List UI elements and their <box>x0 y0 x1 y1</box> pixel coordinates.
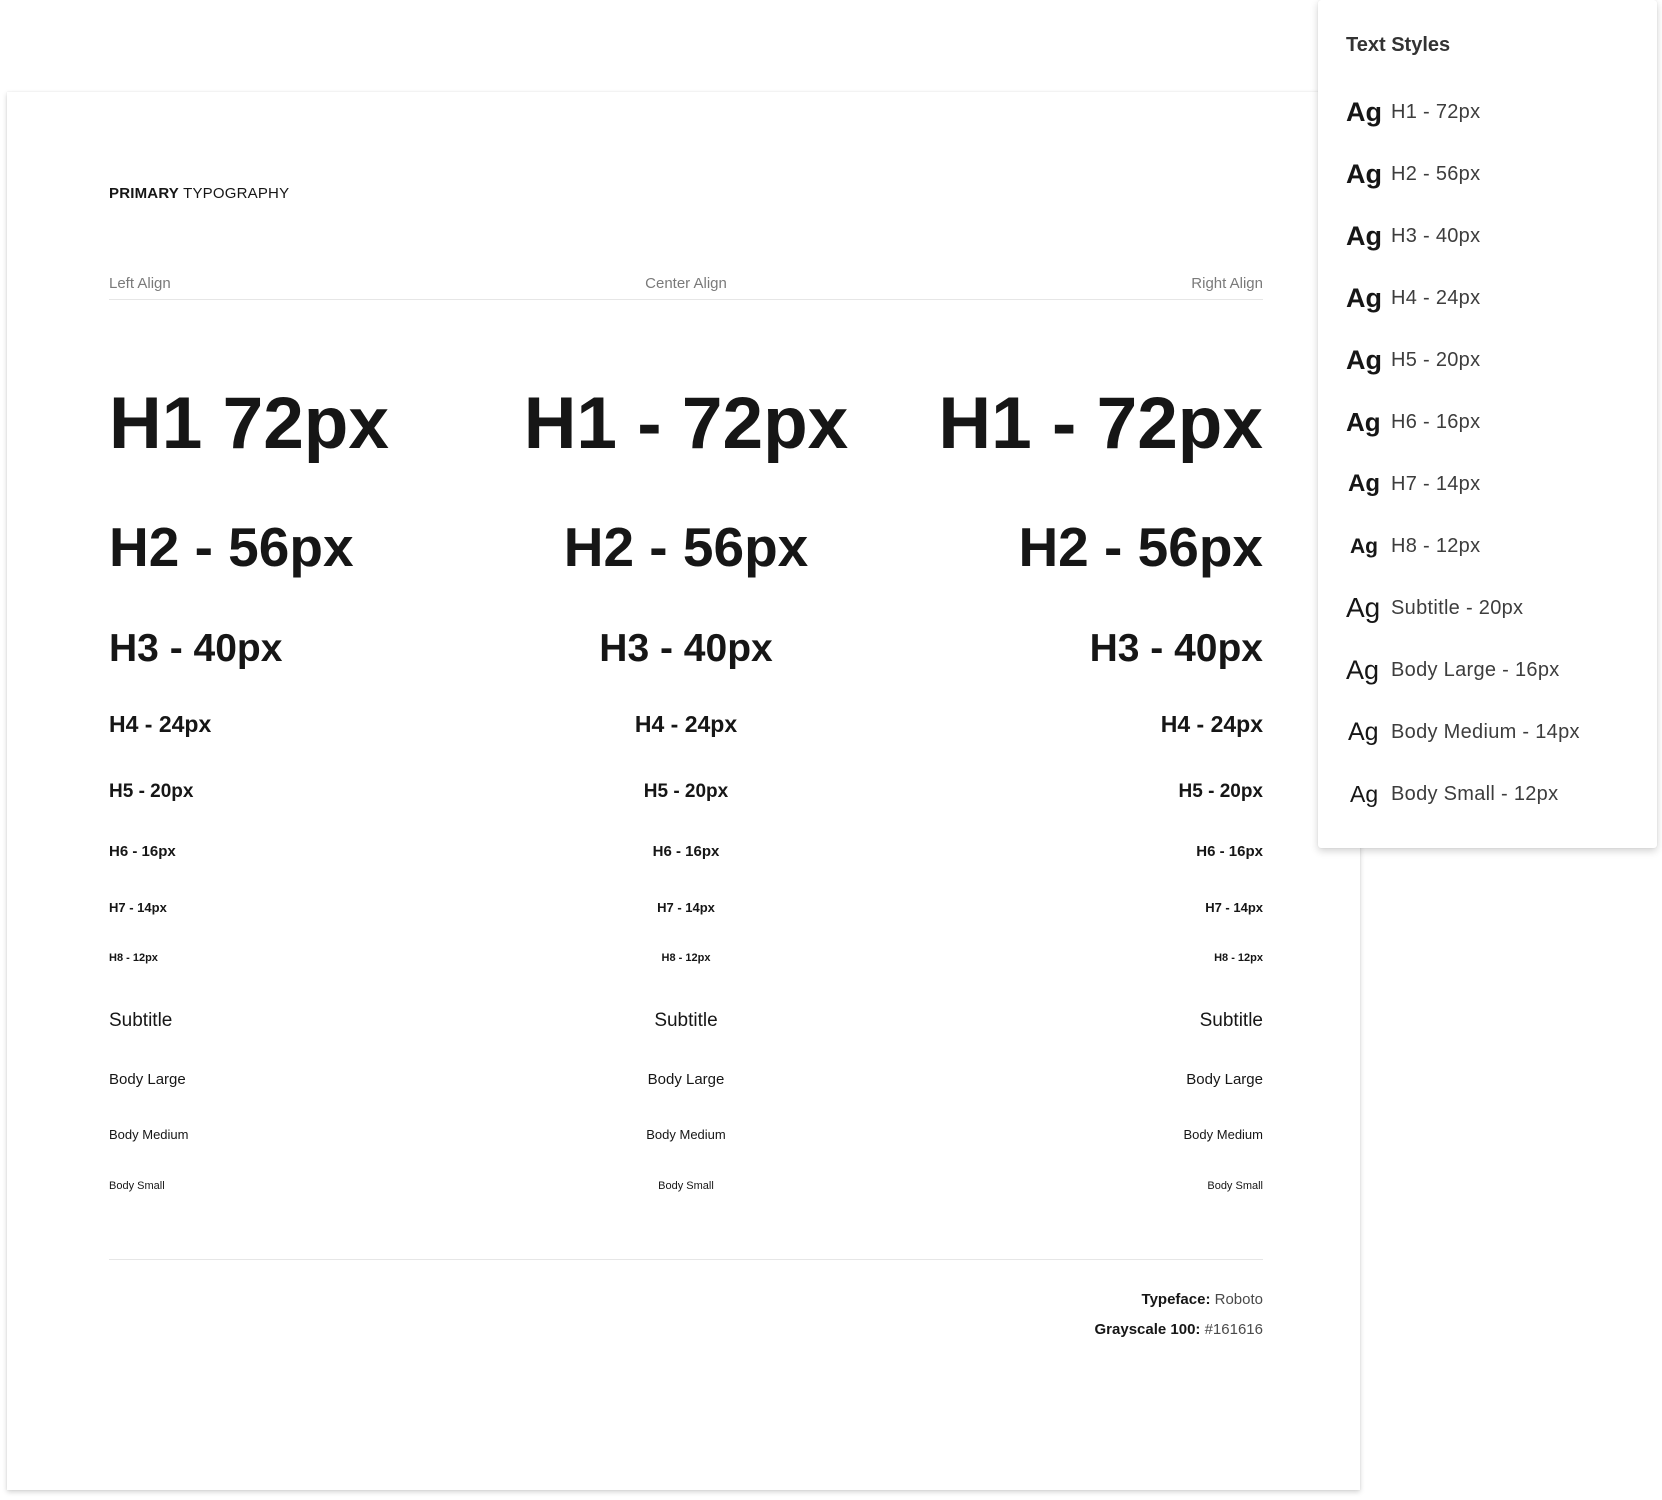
h1-sample: H1 - 72px <box>938 383 1263 464</box>
text-style-item[interactable] <box>1346 526 1636 566</box>
ag-preview-icon: Ag <box>1346 654 1380 685</box>
h1-sample: H1 - 72px <box>523 383 849 464</box>
h8-sample: H8 - 12px <box>661 952 711 964</box>
body-large-sample: Body Large <box>1186 1071 1263 1088</box>
text-styles-panel <box>1318 0 1657 848</box>
right-align-label: Right Align <box>1191 275 1263 292</box>
ag-preview-icon: Ag <box>1348 470 1380 497</box>
text-style-label: H1 - 72px <box>1391 100 1481 123</box>
subtitle-sample: Subtitle <box>654 1010 718 1031</box>
body-large-sample: Body Large <box>647 1071 725 1088</box>
ag-preview-icon: Ag <box>1350 534 1378 558</box>
text-style-label: H6 - 16px <box>1391 410 1481 433</box>
h5-sample: H5 - 20px <box>109 781 194 802</box>
text-style-label: H4 - 24px <box>1391 286 1481 309</box>
text-style-label: Body Medium - 14px <box>1391 720 1580 743</box>
grayscale-info <box>1095 1321 1264 1338</box>
footer-divider <box>109 1259 1263 1260</box>
typography-card <box>7 92 1360 1490</box>
text-style-item[interactable] <box>1346 712 1636 752</box>
body-medium-sample: Body Medium <box>1183 1127 1263 1142</box>
subtitle-sample: Subtitle <box>1199 1010 1263 1031</box>
text-style-label: H8 - 12px <box>1391 534 1481 557</box>
ag-preview-icon: Ag <box>1346 158 1382 189</box>
body-small-sample: Body Small <box>658 1180 714 1192</box>
ag-preview-icon: Ag <box>1346 220 1382 251</box>
section-title <box>109 185 289 202</box>
ag-preview-icon: Ag <box>1346 592 1381 623</box>
text-style-label: Subtitle - 20px <box>1391 596 1524 619</box>
grayscale-label: Grayscale 100: <box>1094 1321 1201 1338</box>
body-large-sample: Body Large <box>109 1071 186 1088</box>
body-medium-sample: Body Medium <box>646 1127 726 1142</box>
h6-sample: H6 - 16px <box>1196 843 1263 860</box>
h7-sample: H7 - 14px <box>109 900 167 915</box>
text-style-item[interactable] <box>1346 92 1636 132</box>
ag-preview-icon: Ag <box>1348 717 1379 746</box>
ag-preview-icon: Ag <box>1346 407 1381 437</box>
body-small-sample: Body Small <box>1207 1180 1263 1192</box>
text-style-item[interactable] <box>1346 278 1636 318</box>
h3-sample: H3 - 40px <box>599 627 773 670</box>
text-style-item[interactable] <box>1346 588 1636 628</box>
body-medium-sample: Body Medium <box>109 1127 189 1142</box>
text-style-item[interactable] <box>1346 464 1636 504</box>
h2-sample: H2 - 56px <box>1018 516 1263 578</box>
h7-sample: H7 - 14px <box>1205 900 1263 915</box>
h8-sample: H8 - 12px <box>1214 952 1263 964</box>
text-style-label: H7 - 14px <box>1391 472 1481 495</box>
h3-sample: H3 - 40px <box>109 627 283 670</box>
text-style-item[interactable] <box>1346 154 1636 194</box>
ag-preview-icon: Ag <box>1346 344 1382 375</box>
typeface-info <box>1142 1291 1263 1308</box>
h4-sample: H4 - 24px <box>634 711 738 737</box>
h2-sample: H2 - 56px <box>563 516 809 578</box>
center-align-label: Center Align <box>645 275 727 292</box>
h1-sample: H1 72px <box>109 383 389 464</box>
h3-sample: H3 - 40px <box>1089 627 1263 670</box>
ag-preview-icon: Ag <box>1346 96 1382 127</box>
text-style-label: H3 - 40px <box>1391 224 1481 247</box>
text-style-item[interactable] <box>1346 650 1636 690</box>
text-style-label: Body Large - 16px <box>1391 658 1560 681</box>
text-style-label: Body Small - 12px <box>1391 782 1559 805</box>
h5-sample: H5 - 20px <box>1178 781 1263 802</box>
typeface-value: Roboto <box>1214 1291 1263 1308</box>
text-style-item[interactable] <box>1346 402 1636 442</box>
h4-sample: H4 - 24px <box>109 711 212 737</box>
text-style-label: H2 - 56px <box>1391 162 1481 185</box>
h7-sample: H7 - 14px <box>657 900 715 915</box>
body-small-sample: Body Small <box>109 1180 165 1192</box>
h4-sample: H4 - 24px <box>1160 711 1263 737</box>
h6-sample: H6 - 16px <box>109 843 176 860</box>
panel-title: Text Styles <box>1346 34 1451 56</box>
alignment-header <box>109 275 1263 300</box>
section-title-rest: TYPOGRAPHY <box>179 185 290 202</box>
text-style-item[interactable] <box>1346 216 1636 256</box>
h6-sample: H6 - 16px <box>652 843 720 860</box>
grayscale-value: #161616 <box>1204 1321 1263 1338</box>
text-style-label: H5 - 20px <box>1391 348 1481 371</box>
ag-preview-icon: Ag <box>1346 282 1382 313</box>
left-align-label: Left Align <box>109 275 171 292</box>
h8-sample: H8 - 12px <box>109 952 158 964</box>
text-style-item[interactable] <box>1346 340 1636 380</box>
section-title-bold: PRIMARY <box>109 185 180 202</box>
subtitle-sample: Subtitle <box>109 1010 173 1031</box>
ag-preview-icon: Ag <box>1350 780 1379 807</box>
h2-sample: H2 - 56px <box>109 516 354 578</box>
text-style-item[interactable] <box>1346 774 1636 814</box>
typeface-label: Typeface: <box>1141 1291 1211 1308</box>
h5-sample: H5 - 20px <box>643 781 729 802</box>
